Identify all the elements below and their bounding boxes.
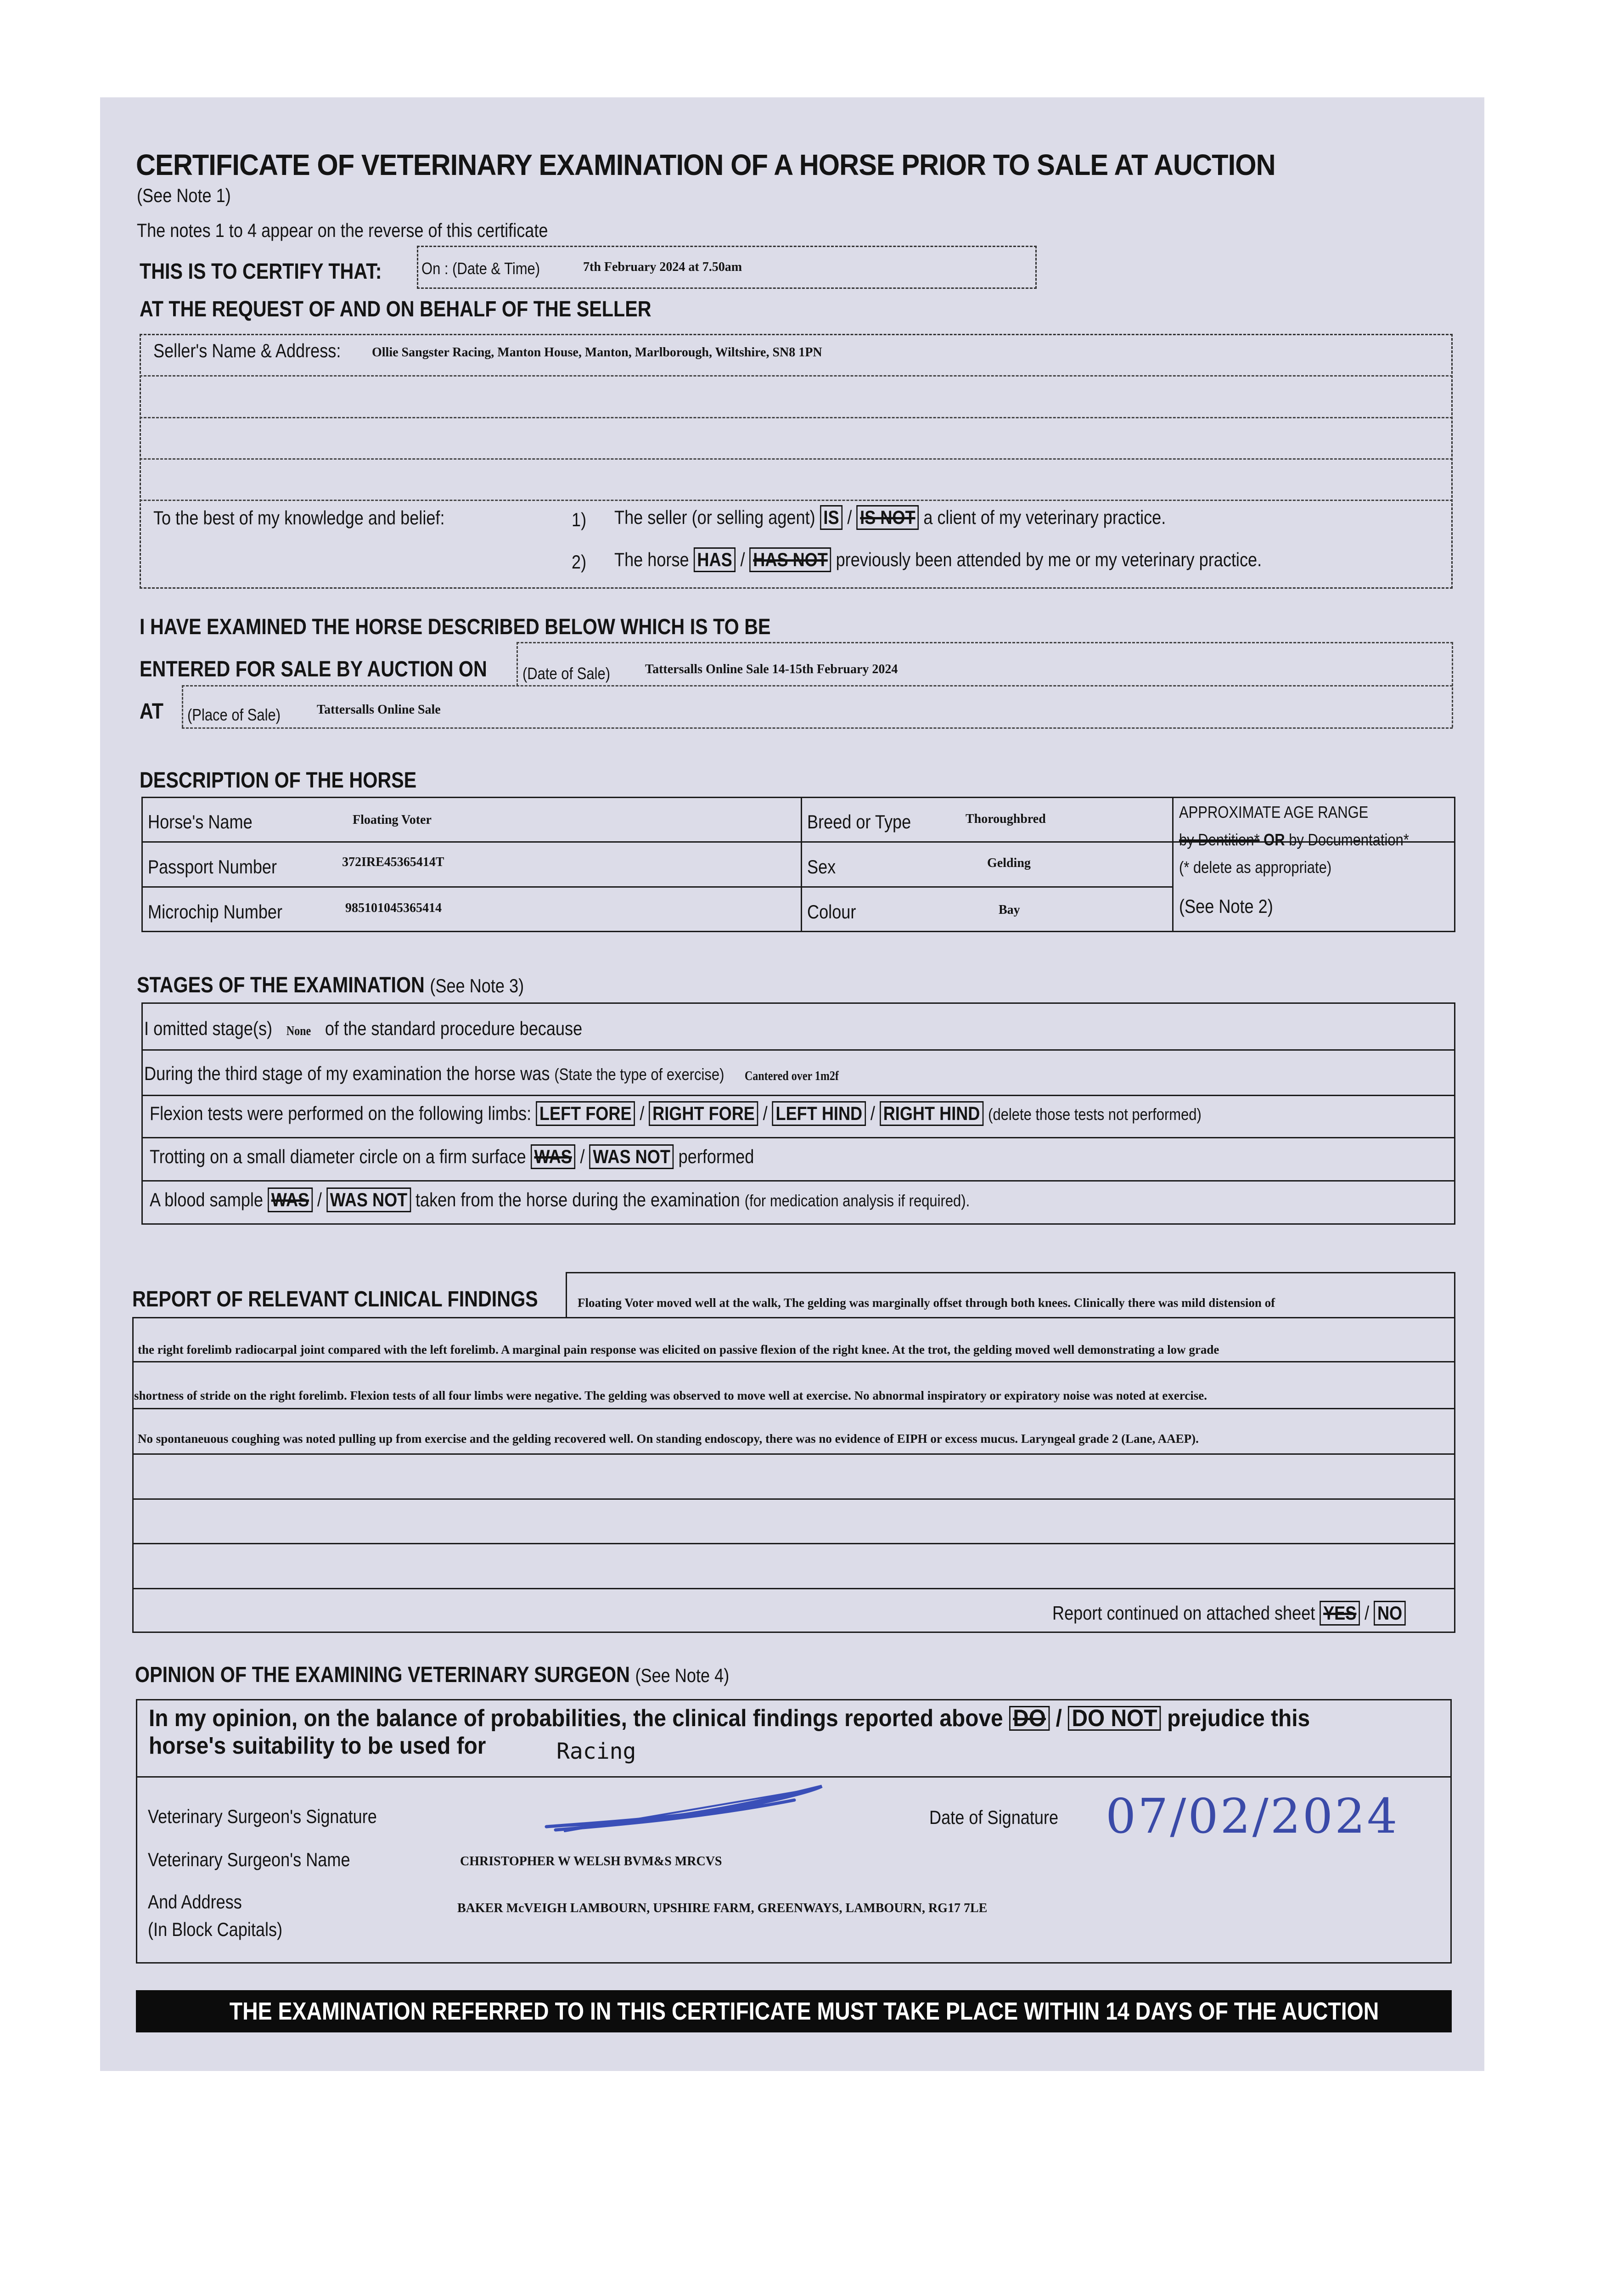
blood-was-not-option: WAS NOT — [326, 1187, 411, 1212]
divider — [141, 1180, 1455, 1182]
footer-text: THE EXAMINATION REFERRED TO IN THIS CERTIFICATE MUST TAKE PLACE WITHIN 14 DAYS OF THE AUCTION — [229, 1998, 1379, 2025]
vet-name-label: Veterinary Surgeon's Name — [148, 1849, 350, 1870]
report-line-3: shortness of stride on the right forelimb. Flexion tests of all four limbs were negative. The gelding was observed to move well at exercise. No abnormal inspiratory or expiratory noise was noted at exercise. — [134, 1389, 1207, 1402]
documentation-option: by Documentation* — [1289, 830, 1409, 849]
divider — [140, 375, 1453, 377]
trot-text: Trotting on a small diameter circle on a firm surface — [150, 1146, 526, 1167]
divider — [1172, 797, 1174, 932]
notes-line: The notes 1 to 4 appear on the reverse of this certificate — [137, 219, 548, 241]
delete-note: (* delete as appropriate) — [1179, 858, 1332, 877]
continued-line: Report continued on attached sheet YES / NO — [1052, 1601, 1406, 1626]
divider — [132, 1543, 1455, 1544]
signature-image — [537, 1773, 836, 1841]
flexion-note: (delete those tests not performed) — [988, 1105, 1202, 1124]
flexion-line: Flexion tests were performed on the following limbs: LEFT FORE / RIGHT FORE / LEFT HIND / RIGHT HIND (delete those tests not performed) — [150, 1101, 1202, 1126]
separator: / — [847, 506, 852, 528]
blood-text: A blood sample — [150, 1189, 263, 1210]
dentition-option-deleted: by Dentition* — [1179, 830, 1260, 849]
opinion-title: OPINION OF THE EXAMINING VETERINARY SURGEON — [135, 1663, 630, 1687]
divider — [141, 1049, 1455, 1051]
date-of-sale-value: Tattersalls Online Sale 14-15th February 2024 — [645, 662, 898, 676]
trot-line: Trotting on a small diameter circle on a firm surface WAS / WAS NOT performed — [150, 1144, 754, 1169]
date-of-signature-value: 07/02/2024 — [1106, 1788, 1399, 1844]
colour-value: Bay — [999, 903, 1020, 917]
passport-value: 372IRE45365414T — [342, 855, 444, 869]
certify-label: THIS IS TO CERTIFY THAT: — [140, 259, 382, 284]
see-note-4: (See Note 4) — [635, 1665, 730, 1686]
trot-text-end: performed — [678, 1146, 754, 1167]
description-heading: DESCRIPTION OF THE HORSE — [140, 768, 417, 793]
opinion-line-1: In my opinion, on the balance of probabilities, the clinical findings reported above DO / DO NOT prejudice this — [149, 1705, 1310, 1732]
at-label: AT — [140, 699, 163, 724]
omit-text-end: of the standard procedure because — [325, 1018, 583, 1039]
examined-line-1: I HAVE EXAMINED THE HORSE DESCRIBED BELOW WHICH IS TO BE — [140, 615, 771, 639]
divider — [1452, 642, 1453, 727]
sex-value: Gelding — [987, 856, 1031, 870]
blood-was-option-deleted: WAS — [268, 1187, 313, 1212]
blood-text-end: taken from the horse during the examination — [415, 1189, 740, 1210]
omit-value: None — [286, 1024, 311, 1038]
see-note-2: (See Note 2) — [1179, 895, 1273, 917]
suitability-value: Racing — [556, 1739, 636, 1764]
opinion-text-end: prejudice this — [1167, 1705, 1310, 1732]
continued-yes-option-deleted: YES — [1320, 1601, 1360, 1626]
report-first-line-box — [566, 1272, 1455, 1318]
has-option: HAS — [694, 547, 736, 572]
opinion-text: In my opinion, on the balance of probabilities, the clinical findings reported above — [149, 1705, 1003, 1732]
stages-heading — [137, 973, 524, 998]
opinion-line-2: horse's suitability to be used for — [149, 1733, 486, 1759]
certificate-title: CERTIFICATE OF VETERINARY EXAMINATION OF A HORSE PRIOR TO SALE AT AUCTION — [136, 148, 1275, 181]
knowledge-label: To the best of my knowledge and belief: — [153, 507, 445, 529]
microchip-label: Microchip Number — [148, 901, 283, 923]
trot-was-not-option: WAS NOT — [590, 1144, 674, 1169]
footer-banner — [136, 1990, 1452, 2032]
colour-label: Colour — [807, 901, 856, 923]
do-not-option: DO NOT — [1068, 1706, 1161, 1731]
opinion-heading — [135, 1662, 729, 1688]
divider — [801, 797, 802, 932]
divider — [182, 685, 1453, 687]
is-not-option-deleted: IS NOT — [856, 505, 919, 530]
divider — [182, 727, 1453, 729]
report-area — [132, 1317, 1455, 1633]
is-option: IS — [820, 505, 843, 530]
place-of-sale-label: (Place of Sale) — [187, 705, 281, 724]
address-label: And Address — [148, 1891, 242, 1913]
stages-title: STAGES OF THE EXAMINATION — [137, 973, 425, 997]
divider — [132, 1361, 1455, 1362]
report-line-4: No spontaneuous coughing was noted pulling up from exercise and the gelding recovered well. On standing endoscopy, there was no evidence of EIPH or excess mucus. Laryngeal grade 2 (Lane, AAEP). — [138, 1432, 1199, 1446]
report-line-1: Floating Voter moved well at the walk, The gelding was marginally offset through both knees. Clinically there was mild distension of — [578, 1296, 1275, 1310]
divider — [141, 886, 1173, 888]
omit-text: I omitted stage(s) — [144, 1018, 273, 1039]
left-hind-option: LEFT HIND — [772, 1101, 866, 1126]
seller-label: Seller's Name & Address: — [153, 340, 341, 361]
block-capitals-label: (In Block Capitals) — [148, 1919, 283, 1940]
vet-address-value: BAKER McVEIGH LAMBOURN, UPSHIRE FARM, GREENWAYS, LAMBOURN, RG17 7LE — [457, 1901, 988, 1915]
seller-value: Ollie Sangster Racing, Manton House, Manton, Marlborough, Wiltshire, SN8 1PN — [372, 345, 822, 360]
blood-line: A blood sample WAS / WAS NOT taken from the horse during the examination (for medication analysis if required). — [150, 1187, 970, 1212]
divider — [141, 1137, 1455, 1138]
horse-name-label: Horse's Name — [148, 811, 253, 833]
divider — [517, 642, 1453, 643]
item1-text: The seller (or selling agent) — [614, 506, 815, 528]
trot-was-option-deleted: WAS — [531, 1144, 576, 1169]
right-fore-option: RIGHT FORE — [649, 1101, 758, 1126]
divider — [132, 1498, 1455, 1500]
horse-name-value: Floating Voter — [353, 813, 432, 827]
on-date-label: On : (Date & Time) — [421, 259, 540, 278]
divider — [517, 642, 518, 686]
vet-name-value: CHRISTOPHER W WELSH BVM&S MRCVS — [460, 1854, 722, 1868]
date-of-signature-label: Date of Signature — [929, 1806, 1059, 1828]
divider — [132, 1588, 1455, 1589]
breed-value: Thoroughbred — [966, 812, 1046, 826]
separator: / — [740, 549, 745, 570]
divider — [132, 1408, 1455, 1409]
age-method-line — [1179, 830, 1409, 850]
on-date-value: 7th February 2024 at 7.50am — [583, 260, 742, 274]
breed-label: Breed or Type — [807, 811, 911, 833]
date-of-sale-label: (Date of Sale) — [522, 664, 611, 683]
exercise-value: Cantered over 1m2f — [744, 1069, 839, 1083]
report-line-2: the right forelimb radiocarpal joint compared with the left forelimb. A marginal pain response was elicited on passive flexion of the right knee. At the trot, the gelding moved well demonstrating a low grade — [138, 1343, 1219, 1356]
omit-line — [144, 1018, 582, 1040]
item2-text: The horse — [614, 549, 689, 570]
third-stage-line — [144, 1063, 839, 1085]
divider — [140, 417, 1453, 418]
divider — [140, 458, 1453, 460]
examined-line-2: ENTERED FOR SALE BY AUCTION ON — [140, 657, 487, 681]
third-stage-text: During the third stage of my examination the horse was — [144, 1063, 550, 1084]
left-fore-option: LEFT FORE — [536, 1101, 635, 1126]
has-not-option-deleted: HAS NOT — [750, 547, 831, 572]
passport-label: Passport Number — [148, 856, 277, 878]
item2-text-end: previously been attended by me or my veterinary practice. — [836, 549, 1262, 570]
continued-text: Report continued on attached sheet — [1052, 1602, 1315, 1624]
divider — [141, 841, 1173, 843]
item2-line — [614, 547, 1262, 572]
sex-label: Sex — [807, 856, 836, 878]
item1-line — [614, 505, 1166, 530]
age-range-heading: APPROXIMATE AGE RANGE — [1179, 803, 1369, 822]
microchip-value: 985101045365414 — [345, 901, 442, 915]
blood-note: (for medication analysis if required). — [744, 1191, 970, 1210]
exercise-hint: (State the type of exercise) — [554, 1065, 724, 1084]
signature-label: Veterinary Surgeon's Signature — [148, 1806, 377, 1827]
or-text: OR — [1264, 830, 1285, 849]
item2-number: 2) — [572, 551, 587, 573]
place-of-sale-value: Tattersalls Online Sale — [317, 703, 441, 717]
see-note-3: (See Note 3) — [430, 975, 524, 996]
item1-number: 1) — [572, 509, 587, 530]
request-label: AT THE REQUEST OF AND ON BEHALF OF THE SELLER — [140, 297, 651, 321]
report-heading: REPORT OF RELEVANT CLINICAL FINDINGS — [132, 1287, 538, 1311]
right-hind-option: RIGHT HIND — [880, 1101, 983, 1126]
do-option-deleted: DO — [1009, 1706, 1050, 1731]
flexion-text: Flexion tests were performed on the following limbs: — [150, 1103, 532, 1124]
continued-no-option: NO — [1374, 1601, 1406, 1626]
divider — [182, 685, 183, 727]
divider — [132, 1453, 1455, 1455]
divider — [140, 500, 1453, 501]
see-note-1: (See Note 1) — [137, 185, 231, 206]
item1-text-end: a client of my veterinary practice. — [923, 506, 1166, 528]
divider — [141, 1095, 1455, 1096]
